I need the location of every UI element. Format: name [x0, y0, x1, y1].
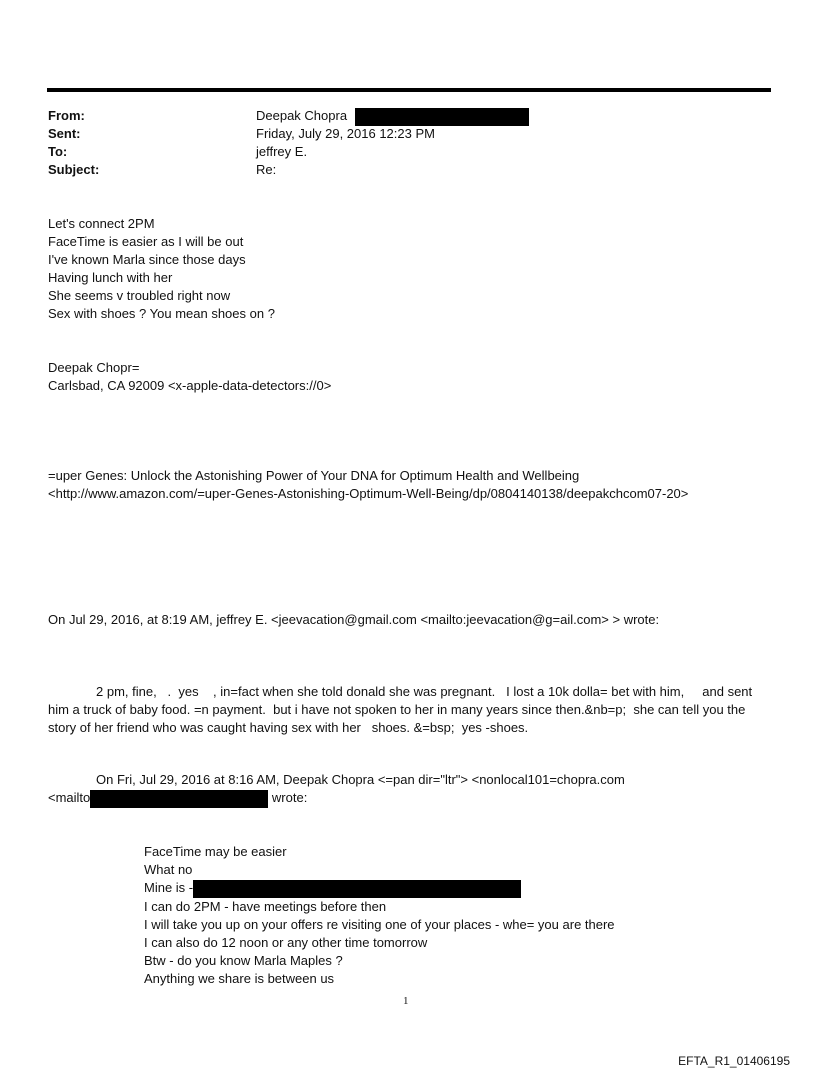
quote2-header: [48, 771, 625, 808]
book-promo: [48, 467, 688, 503]
subject-value: Re:: [256, 162, 277, 177]
signature: [48, 359, 331, 395]
book-link: <http://www.amazon.com/=uper-Genes-Astonishing-Optimum-Well-Being/dp/0804140138/deepakchcom07-20>: [48, 486, 689, 501]
from-value: [256, 107, 529, 126]
redaction-box: [193, 880, 521, 898]
quote2-line: Btw - do you know Marla Maples ?: [144, 952, 343, 968]
from-name: Deepak Chopra: [256, 108, 348, 123]
sent-label: Sent:: [48, 126, 81, 141]
to-value: jeffrey E.: [256, 144, 308, 159]
body-line: I've known Marla since those days: [48, 252, 246, 267]
quote1-body: 2 pm, fine, . yes , in=fact when she told donald she was pregnant. I lost a 10k dolla= bet with him, and sent him a truck of baby food. =n payment. but i have not spoken to her in many years since then.&nb=p; she can tell you the story of her friend who was caught having sex with her shoes. &=bsp; yes -shoes.: [48, 684, 756, 735]
page-number: 1: [403, 995, 409, 1007]
subject-label: Subject:: [48, 162, 100, 177]
quote2-mailto: <mailto: [48, 790, 91, 805]
quote2-line: I can also do 12 noon or any other time tomorrow: [144, 934, 428, 950]
body-line: FaceTime is easier as I will be out: [48, 234, 244, 249]
sent-value: Friday, July 29, 2016 12:23 PM: [256, 126, 435, 141]
quote2-body: [144, 843, 615, 988]
body-line: Having lunch with her: [48, 270, 173, 285]
document-id: EFTA_R1_01406195: [678, 1054, 790, 1068]
quote2-wrote: wrote:: [271, 790, 308, 805]
quote2-header-mailto-line: [48, 789, 625, 808]
quote2-line: What no: [144, 862, 193, 877]
redaction-box: [355, 108, 529, 126]
quote2-line: I can do 2PM - have meetings before then: [144, 898, 387, 914]
quote2-line-with-redaction: [144, 879, 615, 898]
from-label: From:: [48, 108, 85, 123]
header-rule: [47, 88, 771, 92]
quote1-header: On Jul 29, 2016, at 8:19 AM, jeffrey E. <jeevacation@gmail.com <mailto:jeevacation@g=ail.com> > wrote:: [48, 612, 660, 627]
body-line: Sex with shoes ? You mean shoes on ?: [48, 306, 275, 321]
body-line: Let's connect 2PM: [48, 216, 155, 231]
quote2-line: FaceTime may be easier: [144, 844, 287, 859]
message-body: [48, 215, 275, 323]
signature-name: Deepak Chopr=: [48, 360, 140, 375]
body-line: She seems v troubled right now: [48, 288, 231, 303]
to-label: To:: [48, 144, 68, 159]
quote2-line: Anything we share is between us: [144, 970, 335, 986]
signature-address: Carlsbad, CA 92009 <x-apple-data-detectors://0>: [48, 378, 332, 393]
book-title: =uper Genes: Unlock the Astonishing Power of Your DNA for Optimum Health and Wellbeing: [48, 468, 580, 483]
redaction-box: [90, 790, 268, 808]
quote2-header-line: On Fri, Jul 29, 2016 at 8:16 AM, Deepak Chopra <=pan dir="ltr"> <nonlocal101=chopra.com: [96, 772, 625, 787]
quote2-line: I will take you up on your offers re visiting one of your places - whe= you are there: [144, 916, 615, 932]
quote2-line: Mine is -: [144, 880, 194, 895]
